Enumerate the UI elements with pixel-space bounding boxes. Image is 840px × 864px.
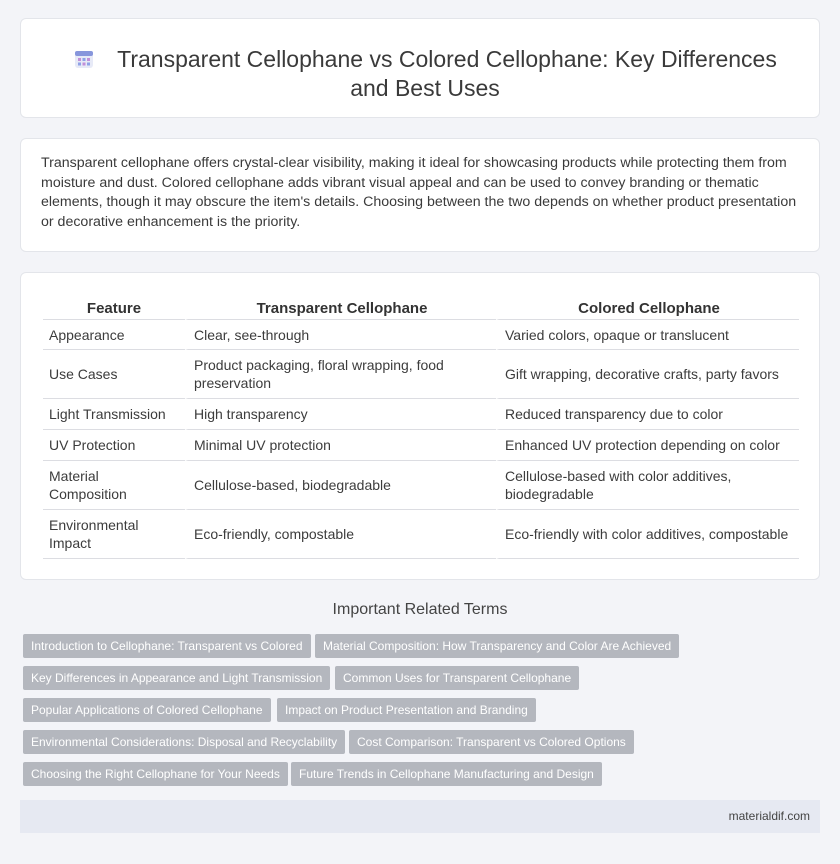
table-row xyxy=(43,350,799,399)
transparent-cell: Product packaging, floral wrapping, food preservation xyxy=(185,350,496,399)
colored-cell: Varied colors, opaque or translucent xyxy=(496,320,799,350)
table-row xyxy=(43,430,799,461)
header-feature: Feature xyxy=(43,296,185,320)
transparent-cell: Clear, see-through xyxy=(185,320,496,350)
related-term-tag[interactable]: Material Composition: How Transparency and Color Are Achieved xyxy=(315,634,679,658)
comparison-table xyxy=(43,296,799,559)
related-term-tag[interactable]: Future Trends in Cellophane Manufacturing and Design xyxy=(291,762,602,786)
related-term-tag[interactable]: Introduction to Cellophane: Transparent vs Colored xyxy=(23,634,311,658)
colored-cell: Eco-friendly with color additives, compostable xyxy=(496,510,799,559)
related-term-tag[interactable]: Choosing the Right Cellophane for Your Needs xyxy=(23,762,288,786)
intro-paragraph: Transparent cellophane offers crystal-clear visibility, making it ideal for showcasing products while protecting them from moisture and dust. Colored cellophane adds vibrant visual appeal and can be used to convey branding or thematic elements, though it may obscure the item's details. Choosing between the two depends on whether product presentation or decorative enhancement is the priority. xyxy=(41,155,797,230)
transparent-cell: Eco-friendly, compostable xyxy=(185,510,496,559)
colored-cell: Cellulose-based with color additives, biodegradable xyxy=(496,461,799,510)
related-term-tag[interactable]: Key Differences in Appearance and Light Transmission xyxy=(23,666,330,690)
colored-cell: Gift wrapping, decorative crafts, party favors xyxy=(496,350,799,399)
page-title xyxy=(61,45,789,103)
transparent-cell: Cellulose-based, biodegradable xyxy=(185,461,496,510)
table-row xyxy=(43,399,799,430)
related-term-tag[interactable]: Common Uses for Transparent Cellophane xyxy=(335,666,579,690)
related-term-tag[interactable]: Popular Applications of Colored Cellophane xyxy=(23,698,271,722)
colored-cell: Reduced transparency due to color xyxy=(496,399,799,430)
page-title-wrap xyxy=(61,45,789,103)
header-colored: Colored Cellophane xyxy=(496,296,799,320)
comparison-card xyxy=(20,272,820,580)
related-term-tag[interactable]: Environmental Considerations: Disposal and Recyclability xyxy=(23,730,345,754)
footer-site-link[interactable]: materialdif.com xyxy=(728,809,810,823)
feature-cell: Material Composition xyxy=(43,461,185,510)
feature-cell: Environmental Impact xyxy=(43,510,185,559)
table-row xyxy=(43,461,799,510)
calendar-grid-icon xyxy=(73,48,95,70)
feature-cell: Use Cases xyxy=(43,350,185,399)
table-header-row xyxy=(43,296,799,320)
feature-cell: Appearance xyxy=(43,320,185,350)
page-title-text: Transparent Cellophane vs Colored Cellophane: Key Differences and Best Uses xyxy=(117,46,777,101)
feature-cell: Light Transmission xyxy=(43,399,185,430)
related-terms-heading: Important Related Terms xyxy=(332,601,508,618)
related-term-tag[interactable]: Impact on Product Presentation and Branding xyxy=(277,698,536,722)
feature-cell: UV Protection xyxy=(43,430,185,461)
footer-bar xyxy=(20,800,820,833)
related-term-tag[interactable]: Cost Comparison: Transparent vs Colored Options xyxy=(349,730,634,754)
transparent-cell: High transparency xyxy=(185,399,496,430)
table-row xyxy=(43,510,799,559)
colored-cell: Enhanced UV protection depending on color xyxy=(496,430,799,461)
header-transparent: Transparent Cellophane xyxy=(185,296,496,320)
header-card xyxy=(20,18,820,118)
table-row xyxy=(43,320,799,350)
intro-card xyxy=(20,138,820,252)
transparent-cell: Minimal UV protection xyxy=(185,430,496,461)
